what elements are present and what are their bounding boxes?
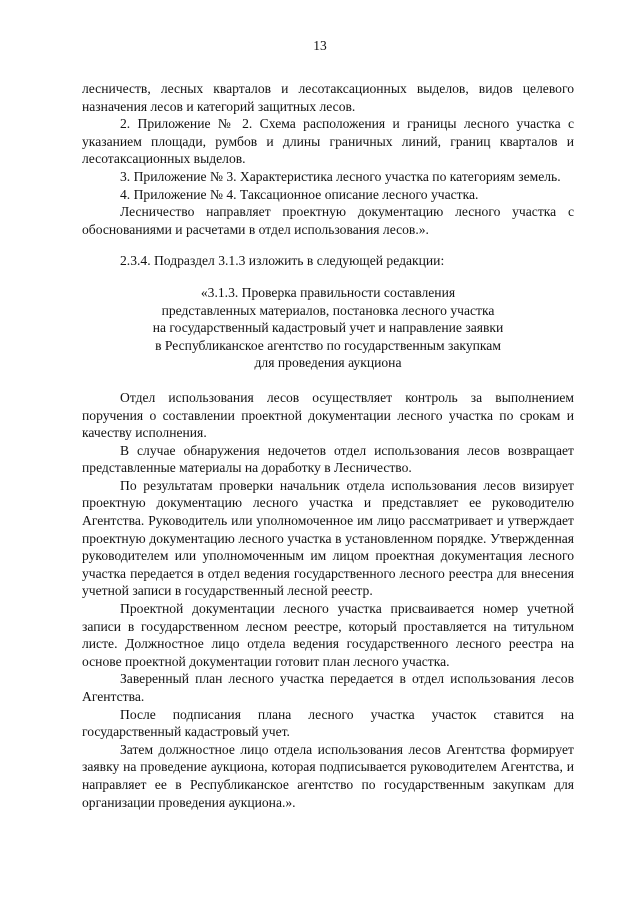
intro-paragraph-2: 2. Приложение № 2. Схема расположения и границы лесного участка с указанием площади, румбов и длины граничных линий, границ кварталов и лесотаксационных выделов.: [82, 116, 574, 167]
main-paragraph-3: По результатам проверки начальник отдела использования лесов визирует проектную документацию лесного участка и представляет ее руководителю Агентства. Руководитель или уполномоченное им лицо рассматривает и утверждает проектную документацию лесного участка в установленном порядке. Утвержденная руководителем или уполномоченным им лицом проектная документация лесного участка передается в отдел ведения государственного лесного реестра для внесения учетной записи в государственный лесной реестр.: [82, 477, 574, 599]
subsection-intro: 2.3.4. Подраздел 3.1.3 изложить в следующей редакции:: [120, 253, 445, 269]
heading-line-3: на государственный кадастровый учет и направление заявки: [152, 320, 504, 336]
main-paragraph-5: Заверенный план лесного участка передается в отдел использования лесов Агентства.: [82, 671, 574, 704]
section-heading: [82, 284, 574, 372]
main-paragraph-2: В случае обнаружения недочетов отдел использования лесов возвращает представленные материалы на доработку в Лесничество.: [82, 442, 574, 476]
heading-line-5: для проведения аукциона: [254, 355, 402, 371]
heading-line-2: представленных материалов, постановка лесного участка: [161, 302, 495, 318]
main-paragraph-7: Затем должностное лицо отдела использования лесов Агентства формирует заявку на проведение аукциона, которая подписывается руководителем Агентства, и направляет ее в Республиканское агентство по государственным закупкам для организации проведения аукциона.».: [82, 741, 574, 810]
intro-paragraph-3: 3. Приложение № 3. Характеристика лесного участка по категориям земель.: [120, 168, 561, 184]
document-body: [82, 80, 574, 811]
main-paragraph-6: После подписания плана лесного участка участок ставится на государственный кадастровый учет.: [82, 706, 574, 740]
main-paragraph-1: Отдел использования лесов осуществляет контроль за выполнением поручения о составлении проектной документации лесного участка по срокам и качеству исполнения.: [82, 389, 574, 441]
main-paragraph-4: Проектной документации лесного участка присваивается номер учетной записи в государственном лесном реестре, который проставляется на титульном листе. Должностное лицо отдела ведения государственного лесного реестра на основе проектной документации готовит план лесного участка.: [82, 601, 574, 669]
heading-line-4: в Республиканское агентство по государственным закупкам: [155, 337, 501, 353]
heading-line-1: «3.1.3. Проверка правильности составления: [200, 284, 456, 300]
intro-paragraph-4: 4. Приложение № 4. Таксационное описание лесного участка.: [120, 186, 479, 202]
intro-paragraph-5: Лесничество направляет проектную документацию лесного участка с обоснованиями и расчетами в отдел использования лесов.».: [82, 204, 574, 237]
page-number: 13: [313, 38, 327, 53]
intro-paragraph-1: лесничеств, лесных кварталов и лесотаксационных выделов, видов целевого назначения лесов и категорий защитных лесов.: [82, 81, 574, 114]
